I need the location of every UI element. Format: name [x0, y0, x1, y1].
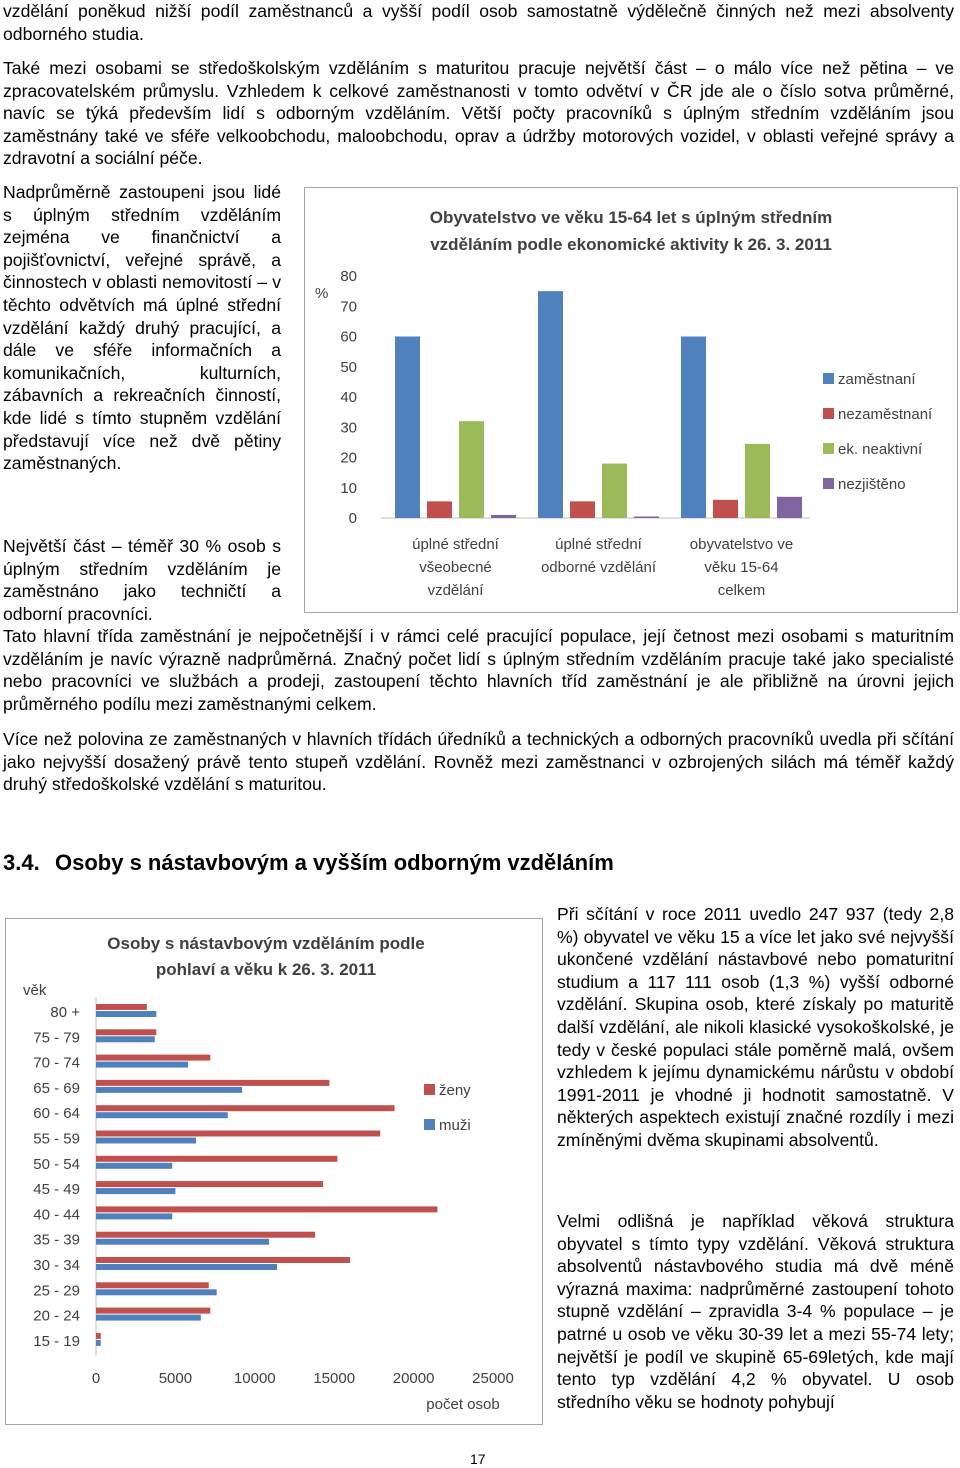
y-tick-label: 55 - 59	[33, 1130, 80, 1148]
bar-men	[96, 1315, 201, 1321]
bar-women	[96, 1232, 315, 1238]
x-tick-label: všeobecné	[419, 559, 492, 576]
paragraph-text: vzdělání poněkud nižší podíl zaměstnanců a vyšší podíl osob samostatně výdělečně činných než mezi absolventy odborného studia.	[3, 1, 954, 44]
chart-title-line: vzděláním podle ekonomické aktivity k 26. 3. 2011	[430, 235, 832, 254]
x-tick-label: 10000	[233, 1370, 276, 1388]
paragraph-text: Největší část – téměř 30 % osob s úplným středním vzděláním je zaměstnáno jako techničtí a odborní pracovníci.	[3, 536, 281, 624]
y-tick-label: 70	[340, 298, 357, 316]
paragraph-census-2011	[557, 903, 954, 1152]
legend-swatch	[823, 478, 834, 489]
paragraph-age-structure	[557, 1210, 954, 1413]
bar	[777, 497, 802, 518]
legend-label: muži	[439, 1117, 471, 1134]
y-tick-label: 15 - 19	[33, 1332, 80, 1350]
bar-men	[96, 1188, 175, 1194]
paragraph-intro	[3, 0, 954, 45]
legend-label: ek. neaktivní	[838, 441, 923, 458]
x-tick-label: věku 15-64	[704, 559, 779, 576]
bar	[713, 500, 738, 518]
paragraph-text: Více než polovina ze zaměstnaných v hlavních třídách úředníků a technických a odborných pracovníků uvedla při sčítání jako nejvyšší dosažený právě tento stupeň vzdělání. Rovněž mezi zaměstnanci v ozbrojených silách má téměř každý druhý středoškolské vzdělání s maturitou.	[3, 729, 954, 795]
legend-label: zaměstnaní	[838, 371, 916, 388]
chart-economic-activity	[304, 187, 958, 613]
page-number: 17	[470, 1451, 486, 1467]
legend-label: nezaměstnaní	[838, 406, 933, 423]
bar	[745, 444, 770, 518]
chart-age-sex	[5, 918, 543, 1425]
section-title: Osoby s nástavbovým a vyšším odborným vzděláním	[55, 850, 614, 875]
x-tick-label: 0	[91, 1370, 101, 1388]
x-tick-label: vzdělání	[427, 582, 484, 599]
bar-women	[96, 1333, 101, 1339]
x-tick-label: úplné střední	[555, 536, 642, 553]
y-tick-label: 45 - 49	[33, 1181, 80, 1199]
x-tick-label: 20000	[392, 1370, 435, 1388]
bar	[491, 515, 516, 518]
bar-men	[96, 1112, 228, 1118]
bar-women	[96, 1080, 329, 1086]
bar-women	[96, 1004, 147, 1010]
bar-men	[96, 1213, 172, 1219]
y-tick-label: 50 - 54	[33, 1155, 80, 1173]
paragraph-employment	[3, 57, 954, 170]
x-tick-label: 5000	[158, 1370, 193, 1388]
x-axis-label: počet osob	[426, 1396, 500, 1414]
paragraph-text: Nadprůměrně zastoupeni jsou lidé s úplným středním vzděláním zejména ve finančnictví a pojišťovnictví, veřejné správě, a činnostech v oblasti nemovitostí – v těchto odvětvích má úplné střední vzdělání každý druhý pracující, a dále ve sféře informačních a komunikačních, kulturních, zábavních a rekreačních činností, kde lidé s tímto stupněm vzdělání představují více než dvě pětiny zaměstnaných.	[3, 182, 281, 474]
paragraph-occupation-class	[3, 625, 954, 715]
bar-women	[96, 1257, 350, 1263]
x-tick-label: obyvatelstvo ve	[689, 536, 794, 553]
section-heading	[3, 850, 614, 876]
y-tick-label: 80 +	[50, 1004, 80, 1021]
x-tick-label: 15000	[313, 1370, 356, 1388]
paragraph-text: Při sčítání v roce 2011 uvedlo 247 937 (tedy 2,8 %) obyvatel ve věku 15 a více let jako své nejvyšší ukončené vzdělání nástavbové nebo pomaturitní studium a 117 111 osob (1,3 %) vyšší odborné vzdělání. Skupina osob, které získaly po maturitě další vzdělání, ale nikoli klasické vysokoškolské, je tedy v české populaci stále poměrně malá, ovšem vzhledem k jejímu dynamickému nárůstu v období 1991-2011 je vhodné ji hodnotit samostatně. V některých aspektech existují značné rozdíly i mezi zmíněnými dvěma skupinami absolventů.	[557, 904, 954, 1150]
chart-title-line: Osoby s nástavbovým vzděláním podle	[107, 934, 425, 953]
paragraph-clerks	[3, 728, 954, 796]
y-tick-label: 20 - 24	[33, 1307, 80, 1325]
bar-women	[96, 1105, 395, 1111]
paragraph-text: Tato hlavní třída zaměstnání je nejpočetnější i v rámci celé pracující populace, její četnost mezi osobami s maturitním vzděláním je navíc výrazně nadprůměrná. Značný počet lidí s úplným středním vzděláním pracuje také jako specialisté nebo pracovníci ve službách a prodeji, zastoupení těchto hlavních tříd zaměstnání je ale přibližně na úrovni jejich průměrného podílu mezi zaměstnanými celkem.	[3, 626, 954, 714]
y-tick-label: 40	[340, 389, 357, 406]
bar-women	[96, 1282, 209, 1288]
bar	[681, 337, 706, 519]
paragraph-technicians	[3, 535, 281, 625]
y-axis-label: věk	[23, 982, 47, 999]
legend-swatch	[424, 1119, 435, 1130]
section-number: 3.4.	[3, 850, 40, 875]
legend-swatch	[823, 373, 834, 384]
y-tick-label: 60 - 64	[33, 1105, 80, 1123]
paragraph-text: Také mezi osobami se středoškolským vzděláním s maturitou pracuje největší část – o málo více než pětina – ve zpracovatelském průmyslu. Vzhledem k celkové zaměstnanosti v tomto odvětví v ČR jde ale o číslo sotva průměrné, navíc se týká především lidí s odborným vzděláním. Větší počty pracovníků s úplným středním vzděláním jsou zaměstnány také ve sféře velkoobchodu, maloobchodu, oprav a údržby motorových vozidel, v oblasti veřejné správy a zdravotní a sociální péče.	[3, 58, 954, 169]
bar-men	[96, 1036, 155, 1042]
bar	[427, 501, 452, 518]
legend-label: ženy	[439, 1082, 471, 1099]
paragraph-overrepresentation	[3, 181, 281, 475]
y-tick-label: 30 - 34	[33, 1257, 80, 1274]
bar-men	[96, 1062, 188, 1068]
y-tick-label: 0	[348, 510, 357, 527]
x-tick-label: celkem	[717, 582, 766, 599]
x-tick-label: odborné vzdělání	[540, 559, 657, 576]
bar-women	[96, 1055, 210, 1061]
bar	[459, 421, 484, 518]
y-tick-label: 40 - 44	[33, 1206, 80, 1224]
bar	[570, 501, 595, 518]
chart-age-sex-svg	[6, 919, 542, 1424]
y-tick-label: 10	[340, 479, 357, 497]
y-tick-label: 80	[340, 268, 357, 285]
bar	[602, 464, 627, 518]
y-tick-label: 25 - 29	[33, 1282, 80, 1300]
bar-men	[96, 1264, 277, 1270]
legend-swatch	[823, 443, 834, 454]
bar-men	[96, 1239, 269, 1245]
bar-men	[96, 1340, 101, 1346]
bar-women	[96, 1181, 323, 1187]
y-tick-label: 65 - 69	[33, 1079, 80, 1097]
paragraph-text: Velmi odlišná je například věková struktura obyvatel s tímto typy vzdělání. Věková struktura absolventů nástavbového studia má dvě méně výrazná maxima: nadprůměrné zastoupení tohoto stupně vzdělání – zpravidla 3-4 % populace – je patrné u osob ve věku 30-39 let a mezi 55-74 lety; největší je podíl ve skupině 65-69letých, kde mají tento typ vzdělání 4,2 % obyvatel. U osob středního věku se hodnoty pohybují	[557, 1211, 954, 1412]
legend-swatch	[823, 408, 834, 419]
y-tick-label: 75 - 79	[33, 1029, 80, 1047]
y-tick-label: 20	[340, 449, 357, 467]
bar-men	[96, 1163, 172, 1169]
y-tick-label: 30	[340, 419, 357, 437]
bar	[395, 337, 420, 519]
bar	[634, 516, 659, 518]
bar-men	[96, 1289, 217, 1295]
y-axis-label: %	[315, 285, 329, 302]
bar-women	[96, 1029, 156, 1035]
y-tick-label: 70 - 74	[33, 1054, 80, 1072]
bar-men	[96, 1138, 196, 1144]
bar-men	[96, 1011, 156, 1017]
legend-swatch	[424, 1084, 435, 1095]
bar-women	[96, 1131, 380, 1137]
bar-men	[96, 1087, 242, 1093]
y-tick-label: 35 - 39	[33, 1231, 80, 1249]
bar-women	[96, 1206, 437, 1212]
bar-women	[96, 1308, 210, 1314]
y-tick-label: 50	[340, 358, 357, 376]
chart-economic-activity-svg	[305, 188, 957, 612]
y-tick-label: 60	[340, 328, 357, 346]
legend-label: nezjištěno	[838, 476, 906, 493]
bar-women	[96, 1156, 337, 1162]
x-tick-label: úplné střední	[412, 536, 499, 553]
chart-title-line: Obyvatelstvo ve věku 15-64 let s úplným středním	[429, 208, 833, 227]
chart-title-line: pohlaví a věku k 26. 3. 2011	[155, 960, 377, 979]
bar	[538, 291, 563, 518]
x-tick-label: 25000	[472, 1370, 514, 1388]
